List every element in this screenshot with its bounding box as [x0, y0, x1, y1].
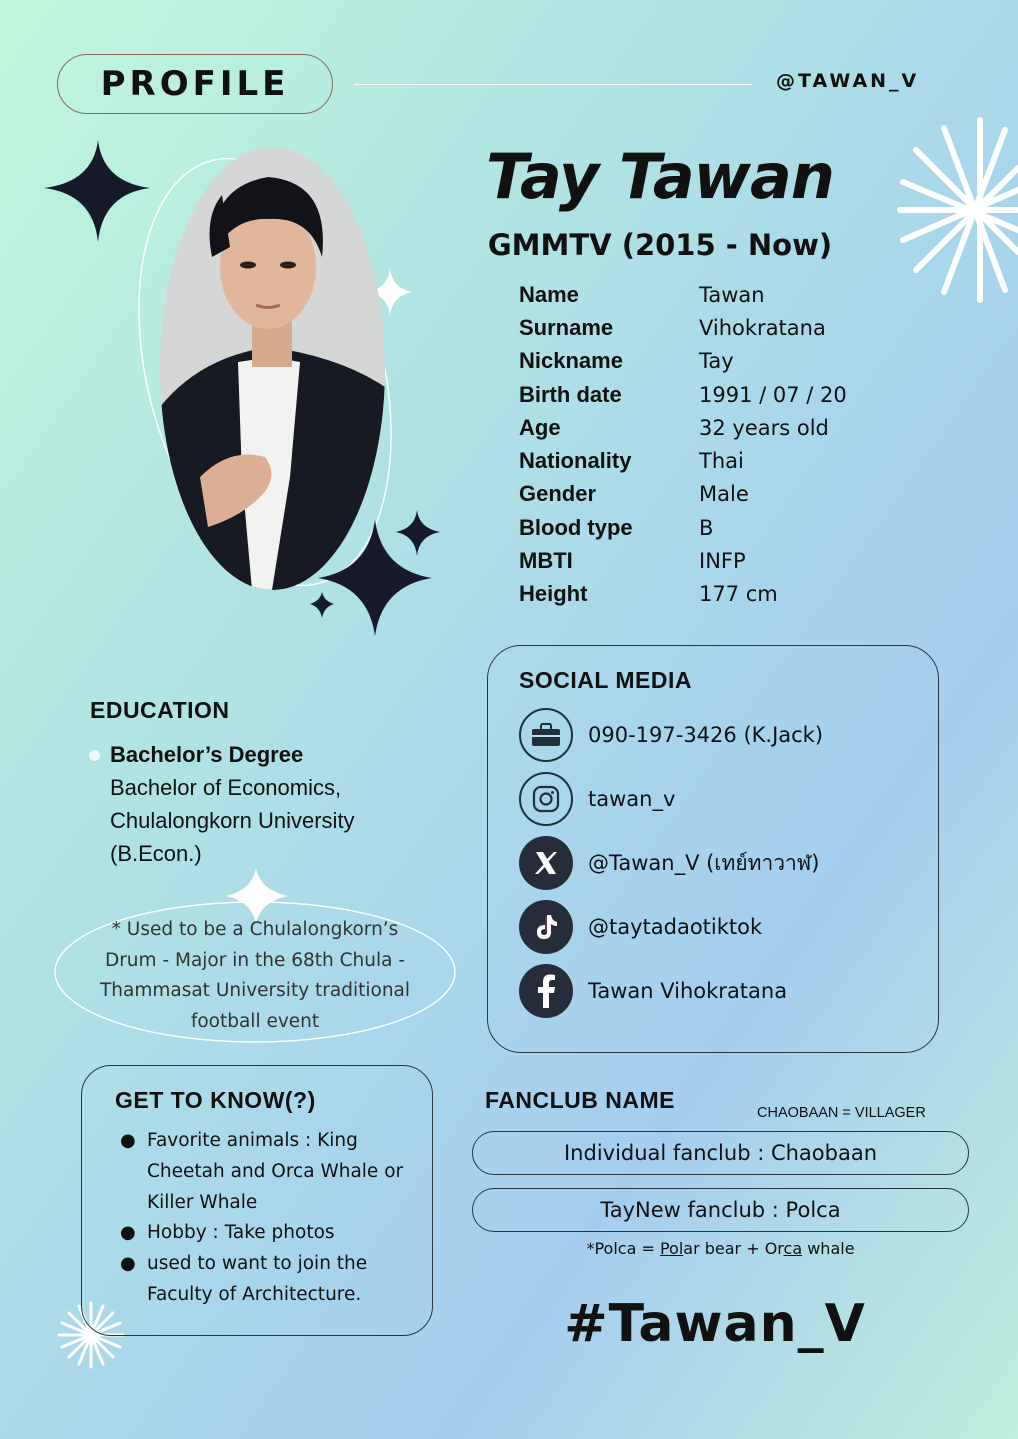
info-row: [519, 378, 847, 411]
info-key: Nickname: [519, 348, 623, 374]
info-row: [519, 345, 847, 378]
social-item-phone[interactable]: [519, 708, 823, 762]
x-icon: [519, 836, 573, 890]
info-value: 1991 / 07 / 20: [699, 382, 847, 407]
info-table: [519, 278, 847, 611]
info-key: Name: [519, 281, 579, 307]
info-value: Thai: [699, 449, 744, 474]
list-item-text: used to want to join the Faculty of Architecture.: [147, 1253, 368, 1305]
info-row: [519, 278, 847, 311]
fanclub-individual: Individual fanclub : Chaobaan: [472, 1131, 969, 1175]
info-key: MBTI: [519, 548, 573, 574]
fanclub-note-underline: Pol: [659, 1239, 684, 1258]
info-value: Vihokratana: [699, 315, 826, 340]
info-value: Tawan: [699, 282, 765, 307]
sparkle-icon-dark-tiny: [310, 592, 334, 618]
facebook-icon: [519, 964, 573, 1018]
social-item-label: Tawan Vihokratana: [588, 979, 788, 1003]
info-key: Blood type: [519, 514, 633, 540]
list-item-text: Favorite animals : King Cheetah and Orca Whale or Killer Whale: [147, 1130, 404, 1213]
fanclub-equation: CHAOBAAN = VILLAGER: [757, 1105, 926, 1121]
get-to-know-list: [120, 1126, 410, 1311]
page-title: Tay Tawan: [486, 140, 834, 213]
info-key: Gender: [519, 481, 597, 507]
info-row: [519, 311, 847, 344]
fanclub-note-mid: ar bear + Or: [683, 1239, 784, 1258]
fanclub-title: FANCLUB NAME: [485, 1087, 675, 1113]
sparkle-icon-dark-large: [44, 140, 150, 242]
social-item-instagram[interactable]: [519, 772, 675, 826]
info-value: B: [699, 515, 714, 540]
info-row: [519, 578, 847, 611]
info-value: Male: [699, 482, 749, 507]
list-item-text: Hobby : Take photos: [147, 1222, 335, 1244]
list-item: [120, 1126, 410, 1218]
fanclub-note-prefix: *Polca =: [586, 1239, 660, 1258]
info-key: Surname: [519, 314, 614, 340]
social-item-label: 090-197-3426 (K.Jack): [588, 723, 824, 747]
info-value: 32 years old: [699, 415, 829, 440]
social-media-title: SOCIAL MEDIA: [519, 667, 692, 693]
info-row: [519, 411, 847, 444]
fanclub-note-end: whale: [802, 1239, 855, 1258]
social-item-x[interactable]: [519, 836, 819, 890]
info-value: INFP: [699, 549, 746, 574]
bullet-icon: ●: [120, 1130, 136, 1151]
handle-text: @TAWAN_V: [776, 70, 920, 92]
info-key: Age: [519, 414, 561, 440]
bullet-icon: ●: [120, 1222, 136, 1244]
bullet-icon: ●: [120, 1253, 136, 1275]
social-item-label: tawan_v: [588, 787, 676, 811]
education-title: EDUCATION: [90, 697, 230, 723]
info-key: Birth date: [519, 381, 622, 407]
get-to-know-title: GET TO KNOW(?): [115, 1087, 316, 1113]
social-item-label: @taytadaotiktok: [588, 915, 763, 939]
info-key: Nationality: [519, 448, 632, 474]
info-key: Height: [519, 581, 588, 607]
fanclub-note: [472, 1239, 969, 1258]
list-item: [120, 1218, 410, 1249]
tiktok-icon: [519, 900, 573, 954]
education-detail: Bachelor of Economics, Chulalongkorn University (B.Econ.): [110, 775, 355, 866]
fanclub-taynew: TayNew fanclub : Polca: [472, 1188, 969, 1232]
page-subtitle: GMMTV (2015 - Now): [487, 228, 833, 262]
social-item-facebook[interactable]: [519, 964, 787, 1018]
info-row: [519, 511, 847, 544]
list-item: [120, 1249, 410, 1311]
info-row: [519, 544, 847, 577]
profile-label: PROFILE: [57, 54, 333, 114]
portrait-illustration: [160, 147, 385, 590]
info-row: [519, 478, 847, 511]
info-value: Tay: [699, 349, 734, 374]
education-note: * Used to be a Chulalongkorn’s Drum - Major in the 68th Chula - Thammasat University traditional football event: [99, 919, 411, 1032]
header-divider: [354, 84, 752, 85]
instagram-icon: [519, 772, 573, 826]
social-item-label: @Tawan_V (เทย์ทาวาฬ): [588, 850, 820, 875]
info-value: 177 cm: [699, 582, 778, 607]
briefcase-icon: [519, 708, 573, 762]
education-degree: Bachelor’s Degree: [110, 742, 304, 767]
fanclub-note-underline: ca: [783, 1239, 803, 1258]
social-item-tiktok[interactable]: [519, 900, 762, 954]
sparkle-icon-dark-small: [396, 510, 440, 556]
portrait-photo: [160, 147, 385, 590]
bullet-icon: [89, 750, 100, 761]
info-row: [519, 444, 847, 477]
starburst-icon-right: [900, 120, 1018, 300]
hashtag-text: #Tawan_V: [564, 1294, 866, 1354]
